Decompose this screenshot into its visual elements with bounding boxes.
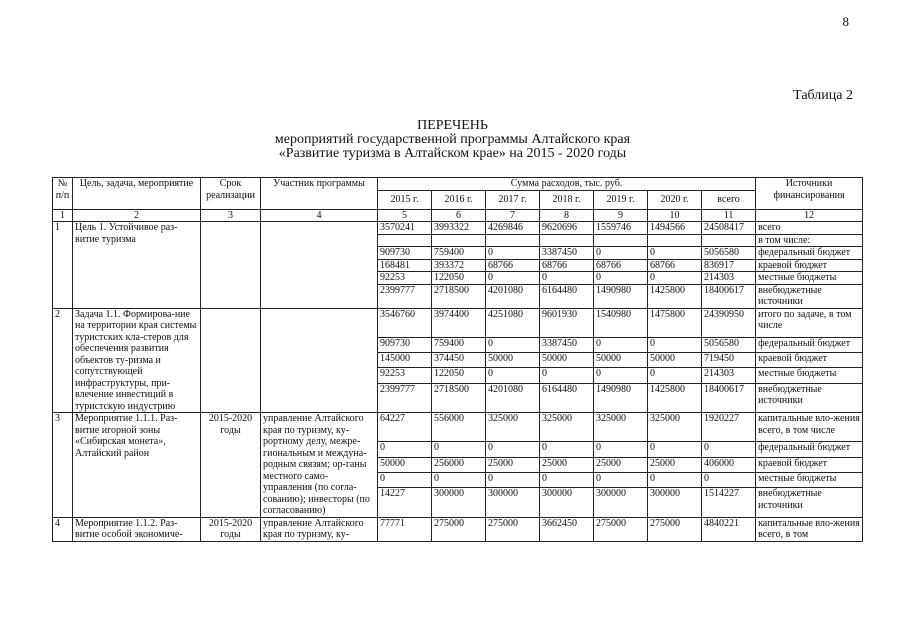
amount-cell: 2399777 <box>378 284 432 308</box>
amount-cell: 50000 <box>378 457 432 472</box>
amount-cell: 25000 <box>486 457 540 472</box>
column-numbers-row <box>53 209 863 222</box>
document-heading <box>0 119 905 161</box>
heading-line-2: мероприятий государственной программы Алтайского края <box>274 132 631 147</box>
amount-cell: 275000 <box>594 517 648 541</box>
row-participant <box>261 222 378 309</box>
amount-cell: 3570241 <box>378 222 432 235</box>
header-num: № п/п <box>53 178 73 210</box>
amount-cell: 122050 <box>432 368 486 383</box>
amount-cell: 0 <box>378 442 432 457</box>
amount-cell: 168481 <box>378 259 432 272</box>
amount-cell: 5056580 <box>702 247 756 260</box>
amount-cell: 0 <box>648 337 702 352</box>
amount-cell: 0 <box>486 247 540 260</box>
header-year: 2016 г. <box>432 190 486 209</box>
header-year: 2015 г. <box>378 190 432 209</box>
amount-cell: 300000 <box>486 488 540 517</box>
amount-cell: 18400617 <box>702 284 756 308</box>
table-row <box>53 413 863 442</box>
amount-cell: 0 <box>486 272 540 285</box>
amount-cell: 1494566 <box>648 222 702 235</box>
amount-cell: 3387450 <box>540 247 594 260</box>
amount-cell: 2399777 <box>378 383 432 412</box>
amount-cell: 0 <box>702 472 756 487</box>
header-year: всего <box>702 190 756 209</box>
amount-cell: 68766 <box>540 259 594 272</box>
column-number: 9 <box>594 209 648 222</box>
amount-cell: 3974400 <box>432 308 486 337</box>
amount-cell: 24508417 <box>702 222 756 235</box>
amount-cell: 2718500 <box>432 383 486 412</box>
amount-cell: 64227 <box>378 413 432 442</box>
funding-source: внебюджетные источники <box>756 488 863 517</box>
amount-cell: 0 <box>432 472 486 487</box>
amount-cell: 0 <box>540 442 594 457</box>
amount-cell: 1540980 <box>594 308 648 337</box>
amount-cell: 1425800 <box>648 383 702 412</box>
row-participant: управление Алтайского края по туризму, ку- <box>261 517 378 541</box>
row-name: Мероприятие 1.1.1. Раз-витие игорной зоны «Сибирская монета», Алтайский район <box>73 413 201 518</box>
amount-cell: 50000 <box>540 353 594 368</box>
program-table <box>52 177 863 542</box>
column-number: 10 <box>648 209 702 222</box>
amount-cell: 393372 <box>432 259 486 272</box>
amount-cell: 0 <box>540 272 594 285</box>
heading-line-3: «Развитие туризма в Алтайском крае» на 2015 - 2020 годы <box>278 146 627 161</box>
funding-source: капитальные вло-жения всего, в том <box>756 517 863 541</box>
amount-cell: 68766 <box>648 259 702 272</box>
row-name: Задача 1.1. Формирова-ние на территории края системы туристских кла-стеров для обеспечения развития объектов ту-ризма и сопутствующей инфраструктуры, при-влечение инвестиций в туристскую индустрию <box>73 308 201 413</box>
amount-cell: 77771 <box>378 517 432 541</box>
funding-source: всего <box>756 222 863 235</box>
amount-cell: 719450 <box>702 353 756 368</box>
amount-cell: 214303 <box>702 272 756 285</box>
funding-source: местные бюджеты <box>756 472 863 487</box>
amount-cell: 759400 <box>432 337 486 352</box>
header-goal: Цель, задача, мероприятие <box>73 178 201 210</box>
funding-source: краевой бюджет <box>756 259 863 272</box>
amount-cell: 0 <box>594 442 648 457</box>
amount-cell <box>378 234 432 247</box>
funding-source: федеральный бюджет <box>756 247 863 260</box>
amount-cell: 14227 <box>378 488 432 517</box>
amount-cell: 325000 <box>540 413 594 442</box>
amount-cell: 300000 <box>540 488 594 517</box>
amount-cell: 909730 <box>378 337 432 352</box>
row-num: 2 <box>53 308 73 413</box>
amount-cell: 4840221 <box>702 517 756 541</box>
row-participant <box>261 308 378 413</box>
page-number: 8 <box>842 14 849 29</box>
amount-cell: 68766 <box>486 259 540 272</box>
amount-cell: 325000 <box>486 413 540 442</box>
header-sum: Сумма расходов, тыс. руб. <box>378 178 756 191</box>
amount-cell <box>540 234 594 247</box>
amount-cell: 24390950 <box>702 308 756 337</box>
amount-cell: 0 <box>648 472 702 487</box>
column-number: 12 <box>756 209 863 222</box>
amount-cell: 9620696 <box>540 222 594 235</box>
amount-cell: 4251080 <box>486 308 540 337</box>
row-num: 1 <box>53 222 73 309</box>
amount-cell: 1559746 <box>594 222 648 235</box>
amount-cell <box>594 234 648 247</box>
column-number: 11 <box>702 209 756 222</box>
amount-cell: 0 <box>648 442 702 457</box>
amount-cell: 374450 <box>432 353 486 368</box>
row-name: Цель 1. Устойчивое раз-витие туризма <box>73 222 201 309</box>
amount-cell: 2718500 <box>432 284 486 308</box>
column-number: 8 <box>540 209 594 222</box>
amount-cell: 0 <box>540 368 594 383</box>
amount-cell: 92253 <box>378 272 432 285</box>
amount-cell: 4201080 <box>486 284 540 308</box>
amount-cell: 275000 <box>486 517 540 541</box>
amount-cell: 300000 <box>432 488 486 517</box>
table-row <box>53 517 863 541</box>
row-term <box>201 308 261 413</box>
header-term: Срок реализации <box>201 178 261 210</box>
funding-source: местные бюджеты <box>756 272 863 285</box>
amount-cell: 0 <box>594 368 648 383</box>
heading-line-1: ПЕРЕЧЕНЬ <box>417 118 488 133</box>
amount-cell: 3662450 <box>540 517 594 541</box>
amount-cell: 4201080 <box>486 383 540 412</box>
amount-cell: 300000 <box>648 488 702 517</box>
table-row <box>53 222 863 235</box>
amount-cell: 0 <box>432 442 486 457</box>
amount-cell: 0 <box>486 337 540 352</box>
amount-cell: 0 <box>486 472 540 487</box>
amount-cell: 300000 <box>594 488 648 517</box>
funding-source: внебюджетные источники <box>756 284 863 308</box>
amount-cell: 68766 <box>594 259 648 272</box>
amount-cell: 0 <box>378 472 432 487</box>
amount-cell: 3993322 <box>432 222 486 235</box>
column-number: 7 <box>486 209 540 222</box>
amount-cell: 25000 <box>594 457 648 472</box>
column-number: 1 <box>53 209 73 222</box>
amount-cell: 50000 <box>594 353 648 368</box>
amount-cell: 275000 <box>432 517 486 541</box>
amount-cell: 6164480 <box>540 383 594 412</box>
amount-cell: 0 <box>486 442 540 457</box>
table-row <box>53 308 863 337</box>
amount-cell <box>486 234 540 247</box>
amount-cell: 50000 <box>648 353 702 368</box>
funding-source: федеральный бюджет <box>756 442 863 457</box>
amount-cell: 1490980 <box>594 284 648 308</box>
row-num: 4 <box>53 517 73 541</box>
amount-cell: 556000 <box>432 413 486 442</box>
amount-cell: 0 <box>594 272 648 285</box>
amount-cell: 836917 <box>702 259 756 272</box>
row-name: Мероприятие 1.1.2. Раз-витие особой экономиче- <box>73 517 201 541</box>
header-year: 2017 г. <box>486 190 540 209</box>
header-year: 2019 г. <box>594 190 648 209</box>
funding-source: местные бюджеты <box>756 368 863 383</box>
amount-cell: 92253 <box>378 368 432 383</box>
amount-cell: 1490980 <box>594 383 648 412</box>
amount-cell: 1425800 <box>648 284 702 308</box>
amount-cell: 325000 <box>648 413 702 442</box>
funding-source: краевой бюджет <box>756 457 863 472</box>
amount-cell: 145000 <box>378 353 432 368</box>
amount-cell: 909730 <box>378 247 432 260</box>
header-row <box>53 178 863 191</box>
amount-cell: 1920227 <box>702 413 756 442</box>
amount-cell: 0 <box>594 472 648 487</box>
amount-cell: 0 <box>540 472 594 487</box>
amount-cell: 759400 <box>432 247 486 260</box>
amount-cell: 3387450 <box>540 337 594 352</box>
column-number: 4 <box>261 209 378 222</box>
funding-source: итого по задаче, в том числе <box>756 308 863 337</box>
amount-cell: 275000 <box>648 517 702 541</box>
amount-cell: 6164480 <box>540 284 594 308</box>
header-source: Источники финансирования <box>756 178 863 210</box>
amount-cell: 0 <box>648 368 702 383</box>
amount-cell: 406000 <box>702 457 756 472</box>
row-term: 2015-2020 годы <box>201 413 261 518</box>
amount-cell: 0 <box>486 368 540 383</box>
amount-cell: 0 <box>648 247 702 260</box>
column-number: 6 <box>432 209 486 222</box>
amount-cell: 1514227 <box>702 488 756 517</box>
header-year: 2018 г. <box>540 190 594 209</box>
amount-cell: 122050 <box>432 272 486 285</box>
column-number: 5 <box>378 209 432 222</box>
header-year: 2020 г. <box>648 190 702 209</box>
amount-cell: 1475800 <box>648 308 702 337</box>
amount-cell: 5056580 <box>702 337 756 352</box>
column-number: 3 <box>201 209 261 222</box>
row-term: 2015-2020 годы <box>201 517 261 541</box>
amount-cell: 4269846 <box>486 222 540 235</box>
amount-cell: 256000 <box>432 457 486 472</box>
table-label: Таблица 2 <box>793 88 853 103</box>
amount-cell: 325000 <box>594 413 648 442</box>
amount-cell <box>648 234 702 247</box>
row-participant: управление Алтайского края по туризму, ку-рортному делу, межре-гиональным и междуна-родным связям; ор-ганы местного само-управления (по согла-сованию); инвесторы (по согласованию) <box>261 413 378 518</box>
amount-cell: 0 <box>648 272 702 285</box>
row-term <box>201 222 261 309</box>
amount-cell <box>432 234 486 247</box>
amount-cell: 25000 <box>540 457 594 472</box>
amount-cell <box>702 234 756 247</box>
amount-cell: 50000 <box>486 353 540 368</box>
amount-cell: 214303 <box>702 368 756 383</box>
row-num: 3 <box>53 413 73 518</box>
amount-cell: 0 <box>594 337 648 352</box>
amount-cell: 9601930 <box>540 308 594 337</box>
header-participant: Участник программы <box>261 178 378 210</box>
amount-cell: 25000 <box>648 457 702 472</box>
amount-cell: 3546760 <box>378 308 432 337</box>
amount-cell: 18400617 <box>702 383 756 412</box>
funding-source: федеральный бюджет <box>756 337 863 352</box>
amount-cell: 0 <box>702 442 756 457</box>
funding-source: краевой бюджет <box>756 353 863 368</box>
column-number: 2 <box>73 209 201 222</box>
funding-source: в том числе: <box>756 234 863 247</box>
funding-source: капитальные вло-жения всего, в том числе <box>756 413 863 442</box>
amount-cell: 0 <box>594 247 648 260</box>
funding-source: внебюджетные источники <box>756 383 863 412</box>
